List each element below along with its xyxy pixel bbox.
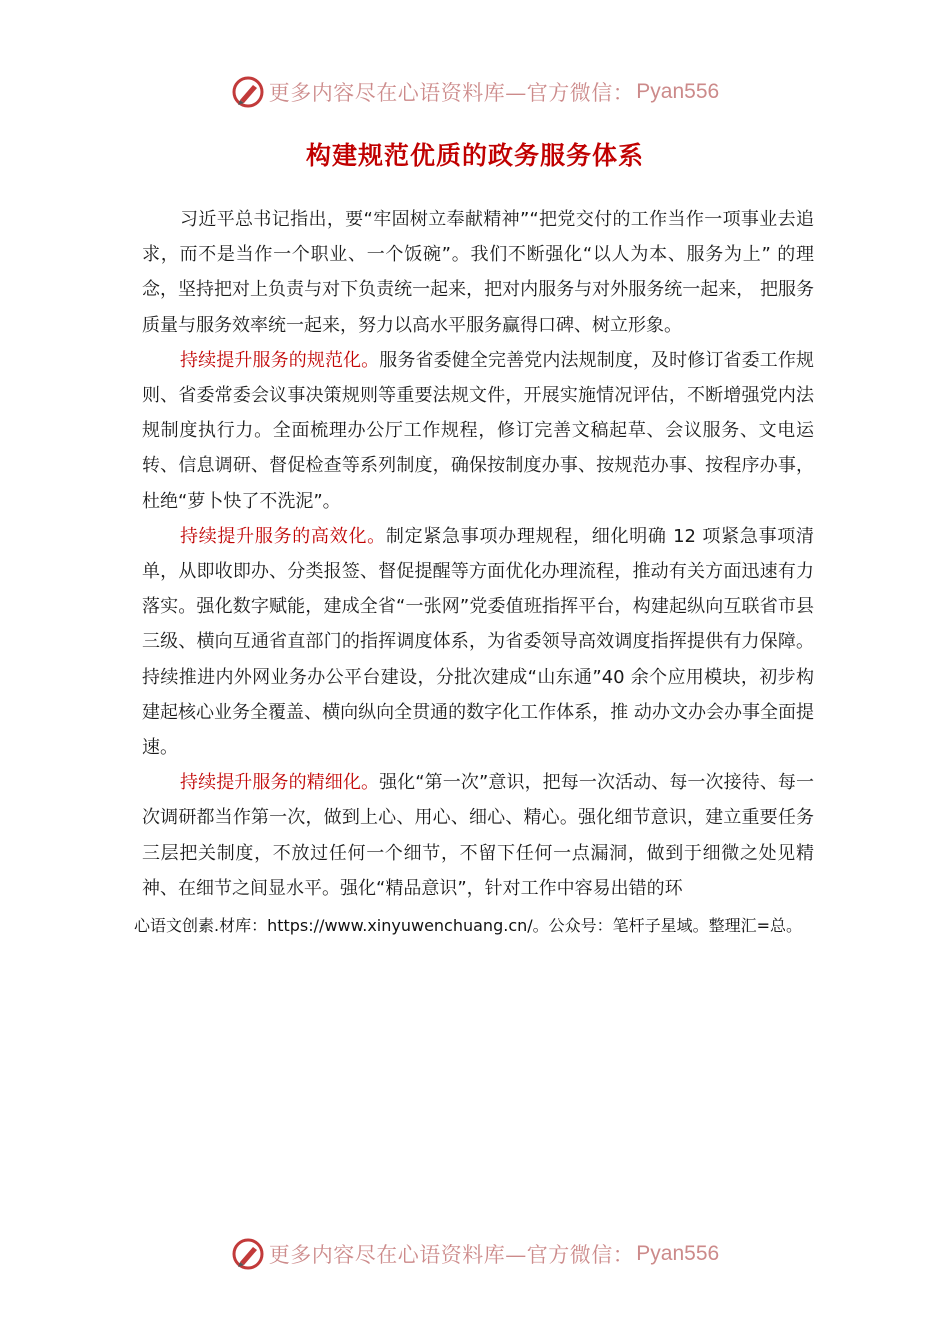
paragraph-efficiency [142, 519, 814, 765]
footer-banner [0, 1232, 950, 1276]
page-title: 构建规范优质的政务服务体系 [305, 141, 644, 170]
paragraph-highlight: 持续提升服务的规范化。 [180, 349, 380, 371]
paragraph-highlight: 持续提升服务的高效化。 [180, 525, 386, 547]
paragraph-refinement [142, 765, 814, 906]
paragraph-text: 习近平总书记指出，要“牢固树立奉献精神”“把党交付的工作当作一项事业去追求，而不是当作一个职业、一个饭碗”。我们不断强化“以人为本、服务为上” 的理念，坚持把对上负责与对下负责统一起来，把对内服务与对外服务统一起来， 把服务质量与服务效率统一起来，努力以高水平服务赢得口碑、树立形象。 [142, 209, 814, 336]
paragraph-text: 强化“第一次”意识，把每一次活动、每一次接待、每一次调研都当作第一次，做到上心、用心、细心、精心。强化细节意识，建立重要任务三层把关制度，不放过任何一个细节，不留下任何一点漏洞，做到于细微之处见精神、在细节之间显水平。强化“精品意识”，针对工作中容易出错的环 [142, 772, 815, 899]
pen-logo-icon [231, 75, 265, 109]
banner-text: 更多内容尽在心语资料库—官方微信： [268, 81, 635, 105]
paragraph-text: 服务省委健全完善党内法规制度，及时修订省委工作规则、省委常委会议事决策规则等重要法规文件，开展实施情况评估，不断增强党内法规制度执行力。全面梳理办公厅工作规程，修订完善文稿起草、会议服务、文电运转、信息调研、督促检查等系列制度，确保按制度办事、按规范办事、按程序办事，杜绝“萝卜快了不洗泥”。 [142, 349, 815, 512]
paragraph-intro [142, 202, 814, 343]
paragraph-highlight: 持续提升服务的精细化。 [180, 772, 380, 794]
banner-wechat-id: Pyan556 [636, 1242, 720, 1265]
header-banner [0, 70, 950, 114]
paragraph-standardization [142, 343, 814, 519]
source-footer: 心语文创素.材库：https://www.xinyuwenchuang.cn/。公众号：笔杆子星域。整理汇=总。 [134, 916, 803, 935]
banner-text: 更多内容尽在心语资料库—官方微信： [268, 1243, 635, 1267]
article-body [142, 202, 814, 906]
paragraph-text: 制定紧急事项办理规程，细化明确 12 项紧急事项清单，从即收即办、分类报签、督促提醒等方面优化办理流程，推动有关方面迅速有力落实。强化数字赋能，建成全省“一张网”党委值班指挥平台，构建起纵向互联省市县三级、横向互通省直部门的指挥调度体系，为省委领导高效调度指挥提供有力保障。持续推进内外网业务办公平台建设，分批次建成“山东通”40 余个应用模块，初步构建起核心业务全覆盖、横向纵向全贯通的数字化工作体系，推 动办文办会办事全面提速。 [142, 525, 814, 759]
banner-wechat-id: Pyan556 [636, 80, 720, 103]
pen-logo-icon [231, 1237, 265, 1271]
